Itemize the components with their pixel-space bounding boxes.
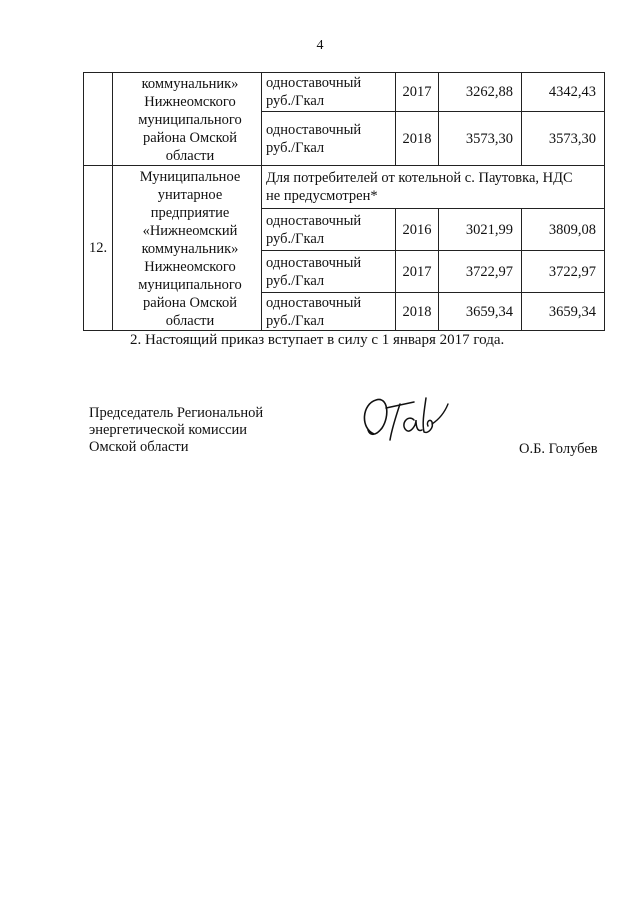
org-line: Нижнеомского	[144, 259, 236, 275]
org-line: области	[165, 313, 215, 329]
row-number-cell	[84, 73, 113, 166]
rate-type-cell	[262, 251, 396, 293]
signer-position-line: Омской области	[89, 439, 189, 455]
org-line: коммунальник»	[141, 241, 239, 257]
rate-unit: руб./Гкал	[266, 93, 325, 110]
org-line: Муниципальное	[139, 169, 241, 185]
consumer-note-line: не предусмотрен*	[266, 188, 378, 204]
year-cell: 2018	[396, 293, 439, 331]
table-row	[84, 166, 605, 209]
consumer-note-cell	[262, 166, 605, 209]
rate-type: одноставочный	[266, 212, 362, 229]
rate-type: одноставочный	[266, 75, 362, 92]
rate-unit: руб./Гкал	[266, 139, 325, 156]
org-line: муниципального	[138, 112, 242, 128]
tariff-value-cell: 3722,97	[522, 251, 605, 293]
page-number: 4	[316, 38, 324, 53]
tariff-value-cell: 3021,99	[439, 209, 522, 251]
org-line: предприятие	[150, 205, 230, 221]
rate-type-cell	[262, 112, 396, 166]
org-line: области	[165, 148, 215, 164]
rate-type-cell	[262, 73, 396, 112]
tariff-value-cell: 4342,43	[522, 73, 605, 112]
rate-type: одноставочный	[266, 294, 362, 311]
signer-position-line: энергетической комиссии	[89, 422, 248, 438]
row-number-cell: 12.	[84, 166, 113, 331]
clause-2: 2. Настоящий приказ вступает в силу с 1 января 2017 года.	[130, 332, 505, 348]
org-line: унитарное	[157, 187, 223, 203]
rate-type-cell	[262, 293, 396, 331]
org-line: «Нижнеомский	[142, 223, 238, 239]
org-line: района Омской	[143, 130, 237, 146]
org-line: муниципального	[138, 277, 242, 293]
tariff-value-cell: 3722,97	[439, 251, 522, 293]
tariff-value-cell: 3809,08	[522, 209, 605, 251]
year-cell: 2017	[396, 73, 439, 112]
org-line: коммунальник»	[141, 76, 239, 92]
tariff-value-cell: 3659,34	[522, 293, 605, 331]
signer-position-line: Председатель Региональной	[89, 405, 264, 421]
tariff-table	[83, 72, 605, 331]
rate-unit: руб./Гкал	[266, 312, 325, 329]
signer-name: О.Б. Голубев	[519, 441, 598, 457]
signer-position	[89, 405, 263, 456]
org-line: Нижнеомского	[144, 94, 236, 110]
rate-type: одноставочный	[266, 254, 362, 271]
tariff-value-cell: 3262,88	[439, 73, 522, 112]
rate-unit: руб./Гкал	[266, 272, 325, 289]
org-name-cell	[113, 166, 262, 331]
table-row	[84, 73, 605, 112]
rate-unit: руб./Гкал	[266, 230, 325, 247]
rate-type-cell	[262, 209, 396, 251]
tariff-value-cell: 3573,30	[439, 112, 522, 166]
org-line: района Омской	[143, 295, 237, 311]
rate-type: одноставочный	[266, 121, 362, 138]
year-cell: 2016	[396, 209, 439, 251]
year-cell: 2017	[396, 251, 439, 293]
tariff-value-cell: 3659,34	[439, 293, 522, 331]
handwritten-signature	[356, 390, 466, 450]
org-name-cell	[113, 73, 262, 166]
consumer-note-line: Для потребителей от котельной с. Паутовка, НДС	[266, 170, 573, 186]
tariff-value-cell: 3573,30	[522, 112, 605, 166]
year-cell: 2018	[396, 112, 439, 166]
